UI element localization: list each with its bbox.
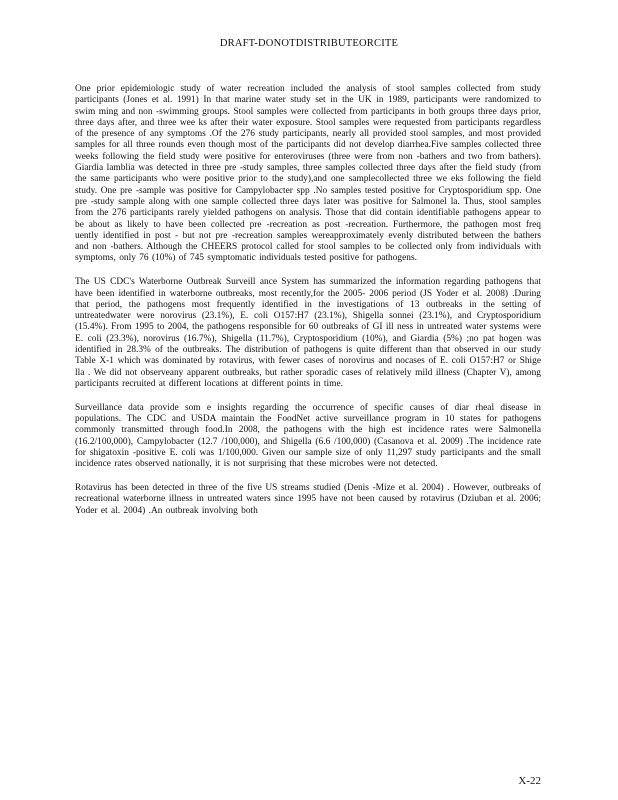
page-number: X-22 bbox=[518, 775, 541, 787]
paragraph-foodnet: Surveillance data provide som e insights regarding the occurrence of specific causes of diar rheal disease in populations. The CDC and USDA maintain the FoodNet active surveillance program in 10 states for pathogens commonly transmitted through food.In 2008, the pathogens with the high est incidence rates were Salmonella (16.2/100,000), Campylobacter (12.7 /100,000), and Shigella (6.6 /100,000) (Casanova et al. 2009) .The incidence rate for shigatoxin -positive E. coli was 1/100,000. Given our sample size of only 11,297 study participants and the small incidence rates observed nationally, it is not surprising that these microbes were not detected. bbox=[75, 402, 541, 470]
paragraph-cdc-surveillance: The US CDC's Waterborne Outbreak Surveill ance System has summarized the information regarding pathogens that have been identified in waterborne outbreaks, most recently,for the 2005- 2006 period (JS Yoder et al. 2008) .During that period, the pathogens most frequently identified in the investigations of 13 outbreaks in the setting of untreatedwater were norovirus (23.1%), E. coli O157:H7 (23.1%), Shigella sonnei (23.1%), and Cryptosporidium (15.4%). From 1995 to 2004, the pathogens responsible for 60 outbreaks of GI ill ness in untreated water systems were E. coli (23.3%), norovirus (16.7%), Shigella (11.7%), Cryptosporidium (10%), and Giardia (5%) ;no pat hogen was identified in 28.3% of the outbreaks. The distribution of pathogens is quite different than that observed in our study Table X-1 which was dominated by rotavirus, with fewer cases of norovirus and nocases of E. coli O157:H7 or Shige lla . We did not observeany apparent outbreaks, but rather sporadic cases of relatively mild illness (Chapter V), among participants recruited at different locations at different points in time. bbox=[75, 277, 541, 389]
document-body bbox=[75, 84, 541, 529]
paragraph-rotavirus: Rotavirus has been detected in three of the five US streams studied (Denis -Mize et al. 2004) . However, outbreaks of recreational waterborne illness in untreated waters since 1995 have not been caused by rotavirus (Dziuban et al. 2006; Yoder et al. 2004) .An outbreak involving both bbox=[75, 483, 541, 516]
draft-header: DRAFT-DONOTDISTRIBUTEORCITE bbox=[219, 38, 399, 49]
paragraph-stool-samples: One prior epidemiologic study of water recreation included the analysis of stool samples collected from study participants (Jones et al. 1991) In that marine water study set in the UK in 1989, participants were randomized to swim ming and non -swimming groups. Stool samples were collected from participants in both groups three days prior, three days after, and three wee ks after their water exposure. Stool samples were requested from participants regardless of the presence of any symptoms .Of the 276 study participants, nearly all provided stool samples, and most provided samples for all three rounds even though most of the participants did not develop diarrhea.Five samples collected three weeks following the field study were positive for enteroviruses (three were from non -bathers and two from bathers). Giardia lamblia was detected in three pre -study samples, three samples collected three days after the field study (from the same participants who were positive prior to the study),and one samplecollected three we eks following the field study. One pre -sample was positive for Campylobacter spp .No samples tested positive for Cryptosporidium spp. One pre -study sample along with one sample collected three days later was positive for Salmonel la. Thus, stool samples from the 276 participants rarely yielded pathogens on analysis. Those that did contain identifiable pathogens appear to be about as likely to have been collected pre -recreation as post -recreation. Furthermore, the pathogen most freq uently identified in post - but not pre -recreation samples wereapproximately evenly distributed between the bathers and non -bathers. Although the CHEERS protocol called for stool samples to be collected only from individuals with symptoms, only 76 (10%) of 745 symptomatic individuals tested positive for pathogens. bbox=[75, 84, 541, 264]
